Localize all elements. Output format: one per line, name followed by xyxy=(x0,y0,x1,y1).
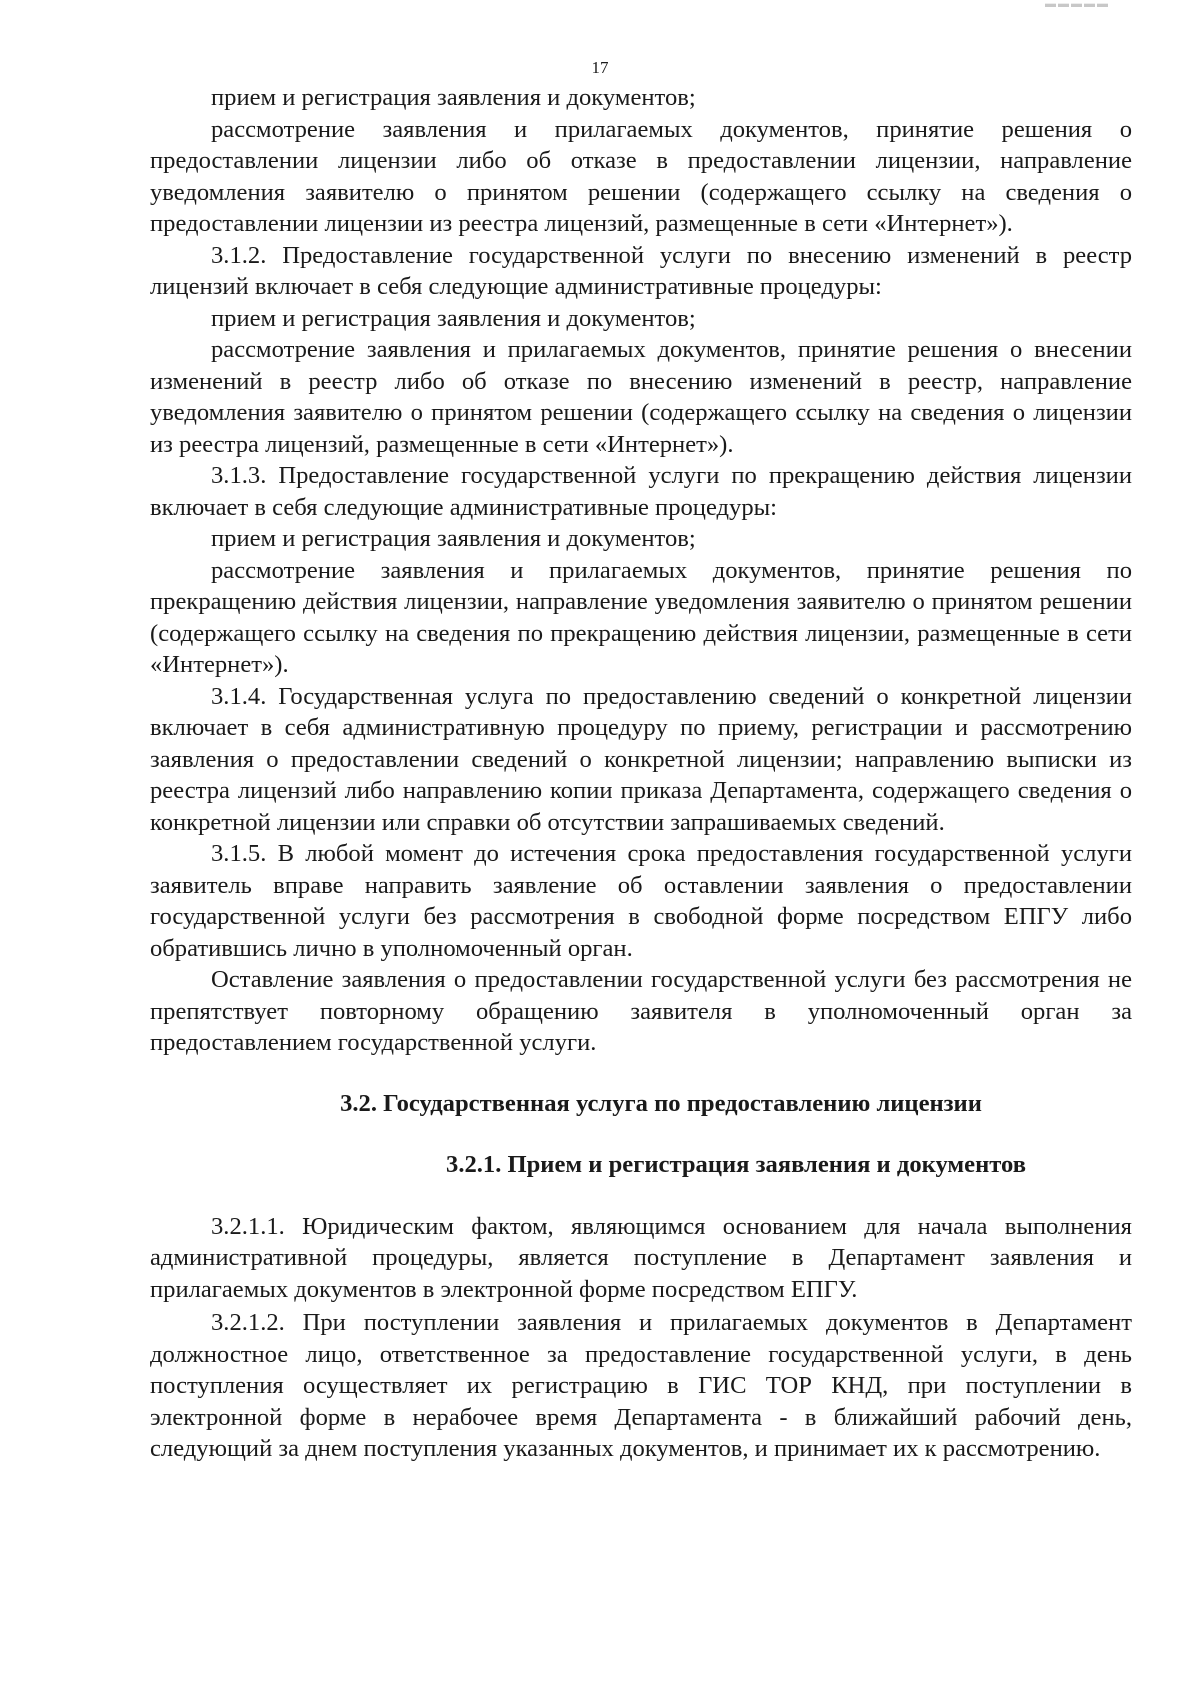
section-heading: 3.2. Государственная услуга по предоставлению лицензии xyxy=(340,1089,982,1117)
paragraph: прием и регистрация заявления и документов; xyxy=(211,84,696,111)
paragraph: 3.1.3. Предоставление государственной услуги по прекращению действия лицензии включает в себя следующие административные процедуры: xyxy=(150,462,1132,521)
paragraph: 3.2.1.2. При поступлении заявления и прилагаемых документов в Департамент должностное лицо, ответственное за предоставление государственной услуги, в день поступления осуществляет их регистрацию в ГИС ТОР КНД, при поступлении в электронной форме в нерабочее время Департамента - в ближайший рабочий день, следующий за днем поступления указанных документов, и принимает их к рассмотрению. xyxy=(150,1309,1132,1462)
paragraph: рассмотрение заявления и прилагаемых документов, принятие решения о внесении изменений в реестр либо об отказе по внесению изменений в реестр, направление уведомления заявителю о принятом решении (содержащего ссылку на сведения о лицензии из реестра лицензий, размещенные в сети «Интернет»). xyxy=(150,336,1132,458)
subsection-heading: 3.2.1. Прием и регистрация заявления и документов xyxy=(446,1151,1026,1178)
paragraph: 3.1.4. Государственная услуга по предоставлению сведений о конкретной лицензии включает в себя административную процедуру по приему, регистрации и рассмотрению заявления о предоставлении сведений о конкретной лицензии; направлению выписки из реестра лицензий либо направлению копии приказа Департамента, содержащего сведения о конкретной лицензии или справки об отсутствии запрашиваемых сведений. xyxy=(150,682,1132,836)
document-body xyxy=(150,82,1132,1465)
paragraph: прием и регистрация заявления и документов; xyxy=(211,304,696,332)
paragraph: 3.2.1.1. Юридическим фактом, являющимся основанием для начала выполнения административной процедуры, является поступление в Департамент заявления и прилагаемых документов в электронной форме посредством ЕПГУ. xyxy=(150,1212,1132,1303)
paragraph: 3.1.5. В любой момент до истечения срока предоставления государственной услуги заявитель вправе направить заявление об оставлении заявления о предоставлении государственной услуги без рассмотрения в свободной форме посредством ЕПГУ либо обратившись лично в уполномоченный орган. xyxy=(150,840,1132,962)
paragraph: Оставление заявления о предоставлении государственной услуги без рассмотрения не препятствует повторному обращению заявителя в уполномоченный орган за предоставлением государственной услуги. xyxy=(150,966,1132,1056)
paragraph: рассмотрение заявления и прилагаемых документов, принятие решения по прекращению действия лицензии, направление уведомления заявителю о принятом решении (содержащего ссылку на сведения по прекращению действия лицензии, размещенные в сети «Интернет»). xyxy=(150,556,1132,678)
scan-artifact: ▬▬▬▬▬ xyxy=(1045,0,1110,8)
page-number: 17 xyxy=(591,58,609,77)
paragraph: прием и регистрация заявления и документов; xyxy=(211,525,696,552)
paragraph: рассмотрение заявления и прилагаемых документов, принятие решения о предоставлении лицензии либо об отказе в предоставлении лицензии, направление уведомления заявителю о принятом решении (содержащего ссылку на сведения о предоставлении лицензии из реестра лицензий, размещенные в сети «Интернет»). xyxy=(150,115,1132,237)
paragraph: 3.1.2. Предоставление государственной услуги по внесению изменений в реестр лицензий включает в себя следующие административные процедуры: xyxy=(150,241,1132,300)
